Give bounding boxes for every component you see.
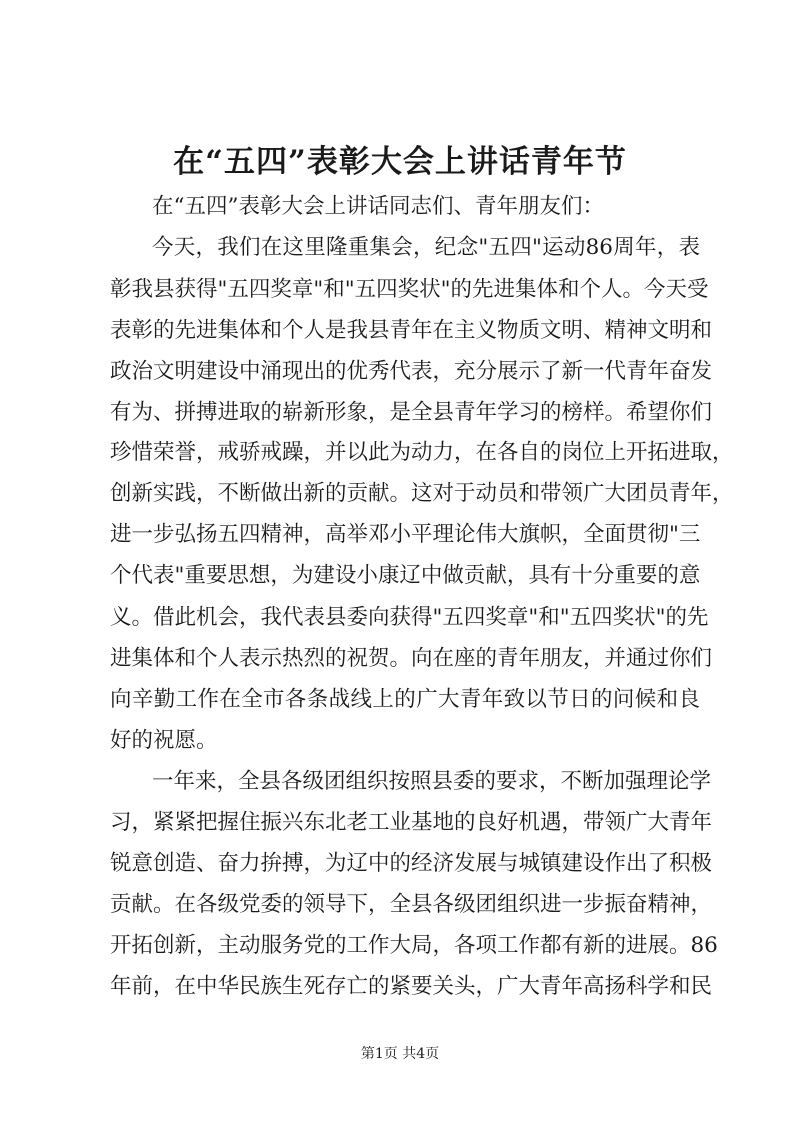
paragraph-line: 习，紧紧把握住振兴东北老工业基地的良好机遇，带领广大青年 (110, 810, 713, 835)
paragraph-line: 向辛勤工作在全市各条战线上的广大青年致以节日的问候和良 (110, 687, 700, 712)
paragraph-line: 有为、拼搏进取的崭新形象，是全县青年学习的榜样。希望你们 (110, 400, 713, 425)
salutation-line: 在“五四”表彰大会上讲话同志们、青年朋友们： (152, 194, 604, 219)
paragraph-line: 珍惜荣誉，戒骄戒躁，并以此为动力，在各自的岗位上开拓进取， (110, 440, 734, 465)
paragraph-line: 进集体和个人表示热烈的祝贺。向在座的青年朋友，并通过你们 (110, 646, 713, 671)
paragraph-line: 彰我县获得"五四奖章"和"五四奖状"的先进集体和个人。今天受 (110, 277, 709, 302)
paragraph-line: 一年来，全县各级团组织按照县委的要求，不断加强理论学 (152, 769, 712, 794)
paragraph-line: 创新实践，不断做出新的贡献。这对于动员和带领广大团员青年， (110, 481, 734, 506)
paragraph-line: 义。借此机会，我代表县委向获得"五四奖章"和"五四奖状"的先 (110, 605, 709, 630)
paragraph-line: 政治文明建设中涌现出的优秀代表，充分展示了新一代青年奋发 (110, 359, 713, 384)
paragraph-line: 年前，在中华民族生死存亡的紧要关头，广大青年高扬科学和民 (110, 974, 713, 999)
paragraph-line: 贡献。在各级党委的领导下，全县各级团组织进一步振奋精神， (110, 892, 713, 917)
document-title: 在“五四”表彰大会上讲话青年节 (173, 144, 627, 180)
paragraph-line: 好的祝愿。 (110, 728, 218, 753)
paragraph-line: 个代表"重要思想，为建设小康辽中做贡献，具有十分重要的意 (110, 563, 701, 588)
paragraph-line: 今天，我们在这里隆重集会，纪念"五四"运动86周年，表 (152, 235, 700, 260)
paragraph-line: 表彰的先进集体和个人是我县青年在主义物质文明、精神文明和 (110, 318, 713, 343)
paragraph-line: 开拓创新，主动服务党的工作大局，各项工作都有新的进展。86 (110, 933, 718, 958)
page-footer: 第1页 共4页 (360, 1046, 440, 1062)
paragraph-line: 锐意创造、奋力拚搏，为辽中的经济发展与城镇建设作出了积极 (110, 851, 713, 876)
paragraph-line: 进一步弘扬五四精神，高举邓小平理论伟大旗帜，全面贯彻"三 (110, 522, 701, 547)
